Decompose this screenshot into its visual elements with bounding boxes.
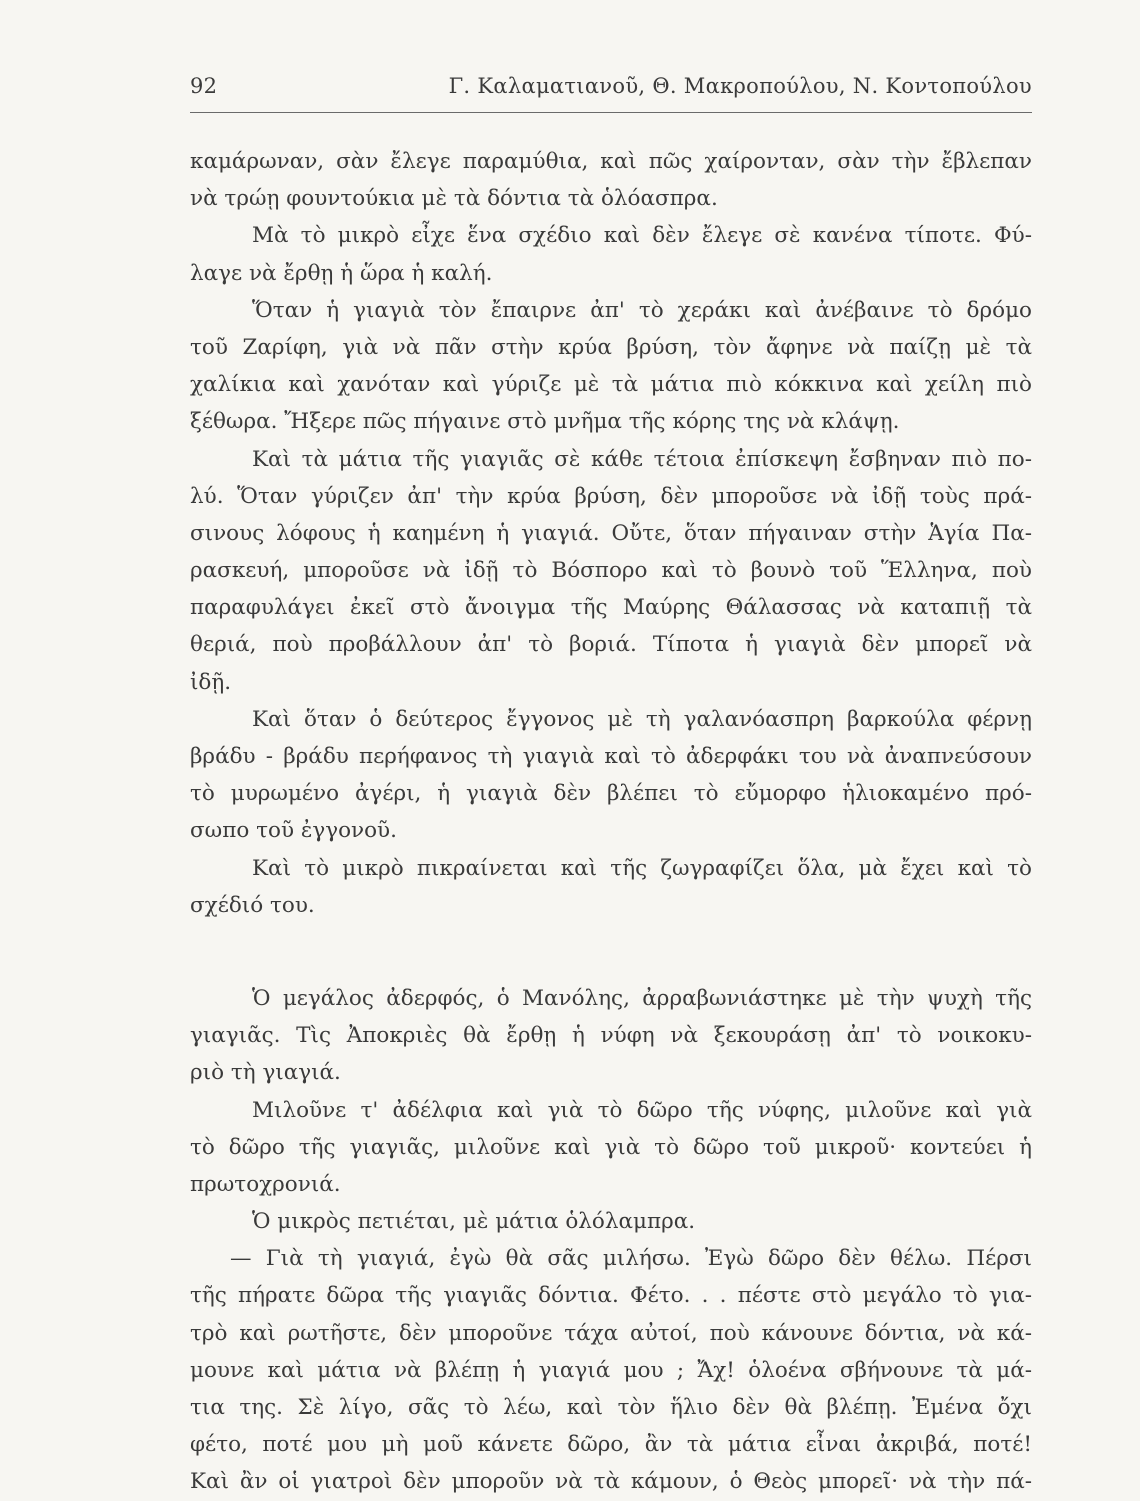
text-line: τῆς πήρατε δῶρα τῆς γιαγιᾶς δόντια. Φέτο. . . πέστε στὸ μεγάλο τὸ για- <box>190 1283 1032 1309</box>
text-line: ρασκευή, μποροῦσε νὰ ἰδῇ τὸ Βόσπορο καὶ τὸ βουνὸ τοῦ Ἕλληνα, ποὺ <box>190 558 1032 584</box>
text-line: χαλίκια καὶ χανόταν καὶ γύριζε μὲ τὰ μάτια πιὸ κόκκινα καὶ χείλη πιὸ <box>190 372 1032 398</box>
section-gap <box>190 924 1032 980</box>
text-line: σχέδιό του. <box>190 892 315 918</box>
text-line: — Γιὰ τὴ γιαγιά, ἐγὼ θὰ σᾶς μιλήσω. Ἐγὼ δῶρο δὲν θέλω. Πέρσι <box>230 1246 1032 1272</box>
text-line: Καὶ τὰ μάτια τῆς γιαγιᾶς σὲ κάθε τέτοια ἐπίσκεψη ἔσβηναν πιὸ πο- <box>252 446 1032 472</box>
text-line: τὸ μυρωμένο ἀγέρι, ἡ γιαγιὰ δὲν βλέπει τὸ εὔμορφο ἡλιοκαμένο πρό- <box>190 781 1032 807</box>
text-line: πρωτοχρονιά. <box>190 1171 341 1197</box>
text-line: καμάρωναν, σὰν ἔλεγε παραμύθια, καὶ πῶς χαίρονταν, σὰν τὴν ἔβλεπαν <box>190 149 1032 174</box>
page-header <box>190 74 1032 108</box>
text-line: τοῦ Ζαρίφη, γιὰ νὰ πᾶν στὴν κρύα βρύση, τὸν ἄφηνε νὰ παίζῃ μὲ τὰ <box>190 334 1032 360</box>
text-line: Μὰ τὸ μικρὸ εἶχε ἕνα σχέδιο καὶ δὲν ἔλεγε σὲ κανένα τίποτε. Φύ- <box>252 223 1032 249</box>
text-line: ἰδῇ. <box>190 669 232 695</box>
text-line: λαγε νὰ ἔρθῃ ἡ ὥρα ἡ καλή. <box>190 260 493 286</box>
text-line: σινους λόφους ἡ καημένη ἡ γιαγιά. Οὔτε, ὅταν πήγαιναν στὴν Ἁγία Πα- <box>190 520 1032 546</box>
header-rule <box>190 112 1032 113</box>
text-line: Ὁ μικρὸς πετιέται, μὲ μάτια ὁλόλαμπρα. <box>252 1209 696 1235</box>
text-line: μουνε καὶ μάτια νὰ βλέπῃ ἡ γιαγιά μου ; Ἄχ! ὁλοένα σβήνουνε τὰ μά- <box>190 1357 1032 1383</box>
text-line: Ὁ μεγάλος ἀδερφός, ὁ Μανόλης, ἀρραβωνιάστηκε μὲ τὴν ψυχὴ τῆς <box>252 985 1032 1011</box>
text-line: Καὶ ἂν οἱ γιατροὶ δὲν μποροῦν νὰ τὰ κάμουν, ὁ Θεὸς μπορεῖ· νὰ τὴν πά- <box>190 1469 1032 1495</box>
text-line: ριὸ τὴ γιαγιά. <box>190 1060 341 1086</box>
text-line: θεριά, ποὺ προβάλλουν ἀπ' τὸ βοριά. Τίποτα ἡ γιαγιὰ δὲν μπορεῖ νὰ <box>190 632 1032 658</box>
text-line: Μιλοῦνε τ' ἀδέλφια καὶ γιὰ τὸ δῶρο τῆς νύφης, μιλοῦνε καὶ γιὰ <box>252 1097 1032 1123</box>
text-line: βράδυ - βράδυ περήφανος τὴ γιαγιὰ καὶ τὸ ἀδερφάκι του νὰ ἀναπνεύσουν <box>190 744 1032 769</box>
text-line: λύ. Ὅταν γύριζεν ἀπ' τὴν κρύα βρύση, δὲν μποροῦσε νὰ ἰδῇ τοὺς πρά- <box>190 483 1032 509</box>
body-text <box>190 143 1032 1501</box>
text-line: γιαγιᾶς. Τὶς Ἀποκριὲς θὰ ἔρθῃ ἡ νύφη νὰ ξεκουράσῃ ἀπ' τὸ νοικοκυ- <box>190 1023 1032 1049</box>
page-number: 92 <box>190 74 218 98</box>
text-line: παραφυλάγει ἐκεῖ στὸ ἄνοιγμα τῆς Μαύρης Θάλασσας νὰ καταπιῇ τὰ <box>190 595 1032 621</box>
text-line: τια της. Σὲ λίγο, σᾶς τὸ λέω, καὶ τὸν ἥλιο δὲν θὰ βλέπῃ. Ἐμένα ὄχι <box>190 1395 1032 1420</box>
text-line: φέτο, ποτέ μου μὴ μοῦ κάνετε δῶρο, ἂν τὰ μάτια εἶναι ἀκριβά, ποτέ! <box>190 1432 1032 1458</box>
text-line: Καὶ τὸ μικρὸ πικραίνεται καὶ τῆς ζωγραφίζει ὅλα, μὰ ἔχει καὶ τὸ <box>252 855 1032 881</box>
text-line: τὸ δῶρο τῆς γιαγιᾶς, μιλοῦνε καὶ γιὰ τὸ δῶρο τοῦ μικροῦ· κοντεύει ἡ <box>190 1134 1032 1160</box>
text-line: τρὸ καὶ ρωτῆστε, δὲν μποροῦνε τάχα αὐτοί, ποὺ κάνουνε δόντια, νὰ κά- <box>190 1320 1032 1346</box>
running-head: Γ. Καλαματιανοῦ, Θ. Μακροπούλου, Ν. Κοντοπούλου <box>448 74 1032 98</box>
text-line: ξέθωρα. Ἤξερε πῶς πήγαινε στὸ μνῆμα τῆς κόρης της νὰ κλάψῃ. <box>190 409 900 435</box>
text-line: Καὶ ὅταν ὁ δεύτερος ἔγγονος μὲ τὴ γαλανόασπρη βαρκούλα φέρνῃ <box>252 706 1032 732</box>
text-line: σωπο τοῦ ἐγγονοῦ. <box>190 818 397 844</box>
text-line: Ὅταν ἡ γιαγιὰ τὸν ἔπαιρνε ἀπ' τὸ χεράκι καὶ ἀνέβαινε τὸ δρόμο <box>252 297 1032 323</box>
text-line: νὰ τρώῃ φουντούκια μὲ τὰ δόντια τὰ ὁλόασπρα. <box>190 186 718 212</box>
